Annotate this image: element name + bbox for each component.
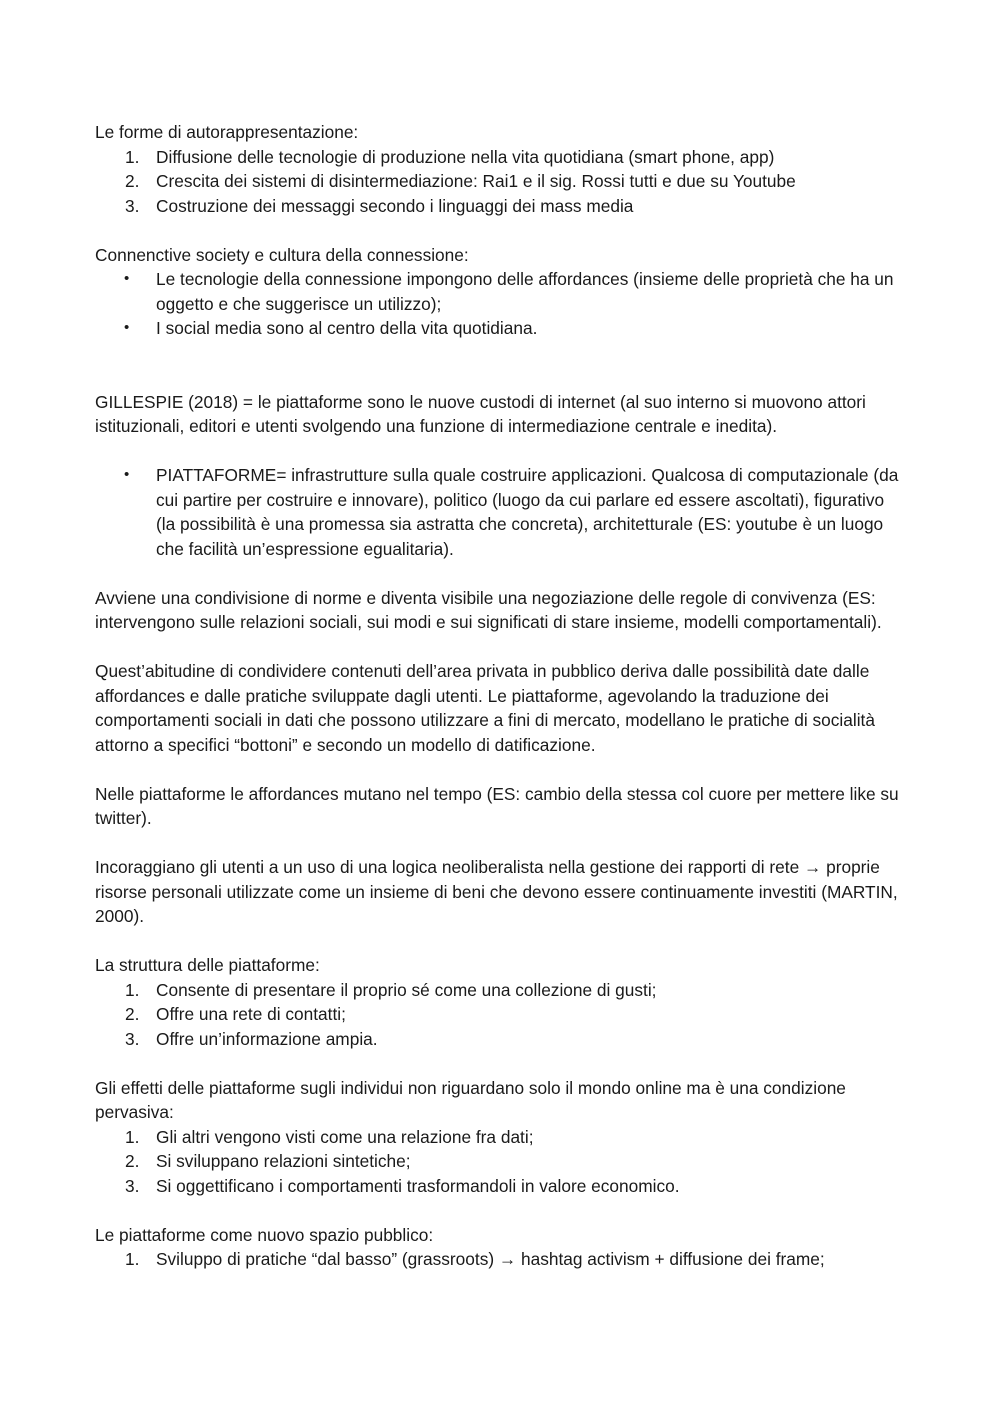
list-item-text: Offre una rete di contatti; bbox=[156, 1004, 346, 1024]
list-number: 3. bbox=[125, 1175, 140, 1196]
list-number: 2. bbox=[125, 171, 140, 191]
numbered-list-autorappresentazione bbox=[95, 145, 907, 219]
list-item-text: I social media sono al centro della vita quotidiana. bbox=[156, 318, 538, 338]
list-item bbox=[95, 1002, 907, 1027]
list-item bbox=[95, 169, 907, 194]
list-item-text: Le tecnologie della connessione impongono delle affordances (insieme delle proprietà che ha un oggetto e che suggerisce un utilizzo); bbox=[156, 269, 894, 314]
numbered-list-effetti bbox=[95, 1125, 907, 1199]
numbered-list-struttura bbox=[95, 978, 907, 1052]
list-number: 1. bbox=[125, 1126, 140, 1147]
list-item bbox=[95, 1149, 907, 1174]
list-item-text: PIATTAFORME= infrastrutture sulla quale costruire applicazioni. Qualcosa di computazionale (da cui partire per costruire e innovare), politico (luogo da cui parlare ed essere ascoltati), figurativo (la possibilità è una promessa sia astratta che concreta), architetturale (ES: youtube è un luogo che facilità un’espressione egualitaria). bbox=[156, 465, 899, 559]
list-item bbox=[95, 1125, 907, 1150]
list-item bbox=[95, 1174, 907, 1199]
section-heading-effetti: Gli effetti delle piattaforme sugli individui non riguardano solo il mondo online ma è una condizione pervasiva: bbox=[95, 1077, 846, 1122]
list-item-text: Gli altri vengono visti come una relazione fra dati; bbox=[156, 1126, 534, 1147]
numbered-list-spazio-pubblico bbox=[95, 1247, 907, 1272]
list-number: 1. bbox=[125, 1249, 140, 1269]
paragraph-affordances-mutano: Nelle piattaforme le affordances mutano nel tempo (ES: cambio della stessa col cuore per mettere like su twitter). bbox=[95, 783, 899, 828]
list-item bbox=[95, 1027, 907, 1052]
list-item-text: Si oggettificano i comportamenti trasformandoli in valore economico. bbox=[156, 1175, 680, 1196]
list-item-text: Diffusione delle tecnologie di produzione nella vita quotidiana (smart phone, app) bbox=[156, 146, 775, 167]
bullet-list-connective-society bbox=[95, 267, 907, 341]
paragraph-neoliberalista: Incoraggiano gli utenti a un uso di una logica neoliberalista nella gestione dei rapporti di rete → proprie risorse personali utilizzate come un insieme di beni che devono essere continuamente investiti (MARTIN, 2000). bbox=[95, 857, 898, 926]
paragraph-condivisione-norme: Avviene una condivisione di norme e diventa visibile una negoziazione delle regole di convivenza (ES: intervengono sulle relazioni sociali, sui modi e sui significati di stare insieme, modelli comportamentali). bbox=[95, 587, 882, 632]
document-page bbox=[95, 120, 907, 1272]
paragraph-abitudine: Quest’abitudine di condividere contenuti dell’area privata in pubblico deriva dalle possibilità date dalle affordances e dalle pratiche sviluppate dagli utenti. Le piattaforme, agevolando la traduzione dei comportamenti sociali in dati che possono utilizzare a fini di mercato, modellano le pratiche di socialità attorno a specifici “bottoni” e secondo un modello di datificazione. bbox=[95, 661, 875, 755]
section-heading-connective-society: Connenctive society e cultura della connessione: bbox=[95, 244, 469, 265]
list-item-text: Sviluppo di pratiche “dal basso” (grassroots) → hashtag activism + diffusione dei frame; bbox=[156, 1249, 825, 1269]
list-number: 2. bbox=[125, 1151, 140, 1171]
list-item bbox=[95, 145, 907, 170]
list-item-text: Crescita dei sistemi di disintermediazione: Rai1 e il sig. Rossi tutti e due su Youtube bbox=[156, 171, 796, 191]
bullet-icon: • bbox=[124, 466, 130, 483]
list-item-text: Offre un’informazione ampia. bbox=[156, 1028, 378, 1049]
list-item-text: Consente di presentare il proprio sé come una collezione di gusti; bbox=[156, 979, 657, 1000]
section-heading-struttura: La struttura delle piattaforme: bbox=[95, 955, 320, 975]
list-number: 1. bbox=[125, 146, 140, 167]
list-item bbox=[95, 194, 907, 219]
list-item bbox=[95, 267, 907, 316]
list-number: 1. bbox=[125, 979, 140, 1000]
paragraph-gillespie: GILLESPIE (2018) = le piattaforme sono le nuove custodi di internet (al suo interno si muovono attori istituzionali, editori e utenti svolgendo una funzione di intermediazione centrale e inedita). bbox=[95, 391, 866, 436]
bullet-list-piattaforme bbox=[95, 463, 907, 561]
list-item bbox=[95, 316, 907, 341]
list-item bbox=[95, 1247, 907, 1272]
list-item bbox=[95, 463, 907, 561]
list-number: 2. bbox=[125, 1004, 140, 1024]
list-number: 3. bbox=[125, 1028, 140, 1049]
list-item-text: Si sviluppano relazioni sintetiche; bbox=[156, 1151, 411, 1171]
list-item bbox=[95, 978, 907, 1003]
bullet-icon: • bbox=[124, 270, 130, 287]
section-heading-spazio-pubblico: Le piattaforme come nuovo spazio pubblico: bbox=[95, 1224, 434, 1245]
list-number: 3. bbox=[125, 195, 140, 216]
section-heading-autorappresentazione: Le forme di autorappresentazione: bbox=[95, 122, 359, 142]
list-item-text: Costruzione dei messaggi secondo i linguaggi dei mass media bbox=[156, 195, 634, 216]
bullet-icon: • bbox=[124, 319, 130, 336]
